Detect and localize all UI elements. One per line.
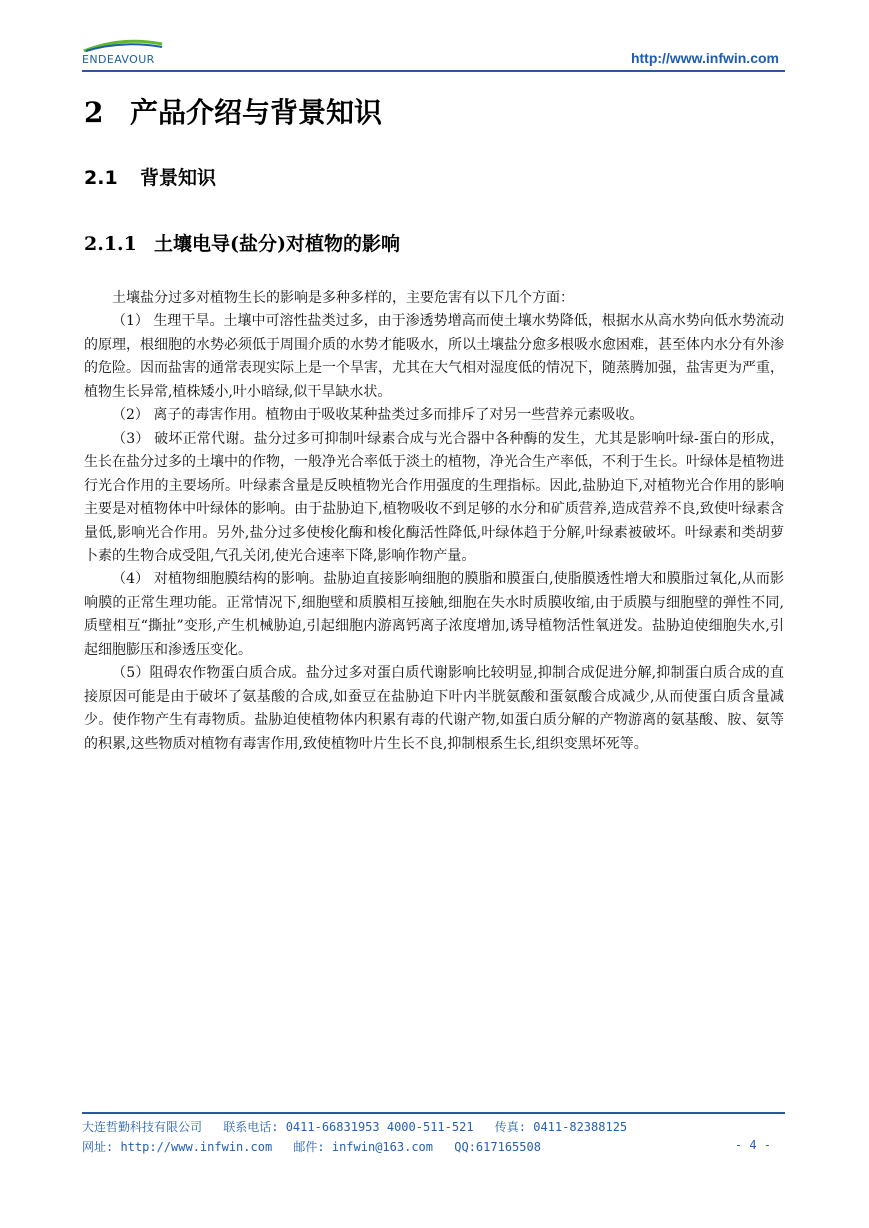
footer-divider [82, 1112, 785, 1114]
subsection-heading [84, 229, 400, 256]
section-number: 2.1 [84, 167, 118, 189]
subsection-number: 2.1.1 [84, 233, 137, 255]
footer-qq: QQ:617165508 [454, 1140, 541, 1154]
paragraph-item-2: （2） 离子的毒害作用。植物由于吸收某种盐类过多而排斥了对另一些营养元素吸收。 [112, 407, 644, 424]
section-title: 背景知识 [140, 167, 217, 189]
footer-fax: 传真: 0411-82388125 [494, 1120, 628, 1134]
logo-arc-icon [82, 38, 164, 52]
chapter-title: 产品介绍与背景知识 [130, 96, 383, 129]
paragraph-item-4: （4） 对植物细胞膜结构的影响。盐胁迫直接影响细胞的膜脂和膜蛋白,使脂膜透性增大和膜脂过氧化,从而影响膜的正常生理功能。正常情况下,细胞壁和质膜相互接触,细胞在失水时质膜收缩,由于质膜与细胞壁的弹性不同,质壁相互“撕扯”变形,产生机械胁迫,引起细胞内游离钙离子浓度增加,诱导植物活性氧迸发。盐胁迫使细胞失水,引起细胞膨压和渗透压变化。 [84, 571, 784, 658]
page-number: - 4 - [734, 1138, 771, 1152]
footer-contact-line [82, 1118, 785, 1135]
endeavour-logo [82, 38, 164, 68]
section-heading [84, 163, 216, 190]
subsection-title: 土壤电导(盐分)对植物的影响 [154, 233, 400, 255]
header-divider [82, 70, 785, 72]
chapter-heading [84, 91, 382, 131]
footer-email: 邮件: infwin@163.com [293, 1140, 434, 1154]
paragraph-item-3: （3） 破坏正常代谢。盐分过多可抑制叶绿素合成与光合器中各种酶的发生，尤其是影响叶绿-蛋白的形成，生长在盐分过多的土壤中的作物，一般净光合率低于淡土的植物，净光合生产率低，不利于生长。叶绿体是植物进行光合作用的主要场所。叶绿素含量是反映植物光合作用强度的生理指标。因此,盐胁迫下,对植物光合作用的影响主要是对植物体中叶绿体的影响。由于盐胁迫下,植物吸收不到足够的水分和矿质营养,造成营养不良,致使叶绿素含量低,影响光合作用。另外,盐分过多使梭化酶和梭化酶活性降低,叶绿体趋于分解,叶绿素被破坏。叶绿素和类胡萝卜素的生物合成受阻,气孔关闭,使光合速率下降,影响作物产量。 [84, 430, 784, 564]
footer-website: 网址: http://www.infwin.com [82, 1140, 273, 1154]
paragraph-intro: 土壤盐分过多对植物生长的影响是多种多样的，主要危害有以下几个方面： [112, 290, 574, 306]
body-text [84, 287, 784, 756]
chapter-number: 2 [84, 96, 104, 129]
footer-phone: 联系电话: 0411-66831953 4000-511-521 [223, 1120, 474, 1134]
logo-text: ENDEAVOUR [82, 53, 155, 66]
paragraph-item-1: （1） 生理干旱。土壤中可溶性盐类过多，由于渗透势增高而使土壤水势降低，根据水从高水势向低水势流动的原理，根细胞的水势必须低于周围介质的水势才能吸水，所以土壤盐分愈多根吸水愈困难，甚至体内水分有外渗的危险。因而盐害的通常表现实际上是一个旱害，尤其在大气相对湿度低的情况下，随蒸腾加强，盐害更为严重，植物生长异常,植株矮小,叶小暗绿,似干旱缺水状。 [84, 313, 784, 400]
header-website-link[interactable]: http://www.infwin.com [630, 50, 779, 66]
footer-company: 大连哲勤科技有限公司 [82, 1120, 203, 1134]
footer-web-line [82, 1138, 785, 1155]
paragraph-item-5: （5）阻碍农作物蛋白质合成。盐分过多对蛋白质代谢影响比较明显,抑制合成促进分解,抑制蛋白质合成的直接原因可能是由于破坏了氨基酸的合成,如蚕豆在盐胁迫下叶内半胱氨酸和蛋氨酸合成减少,从而使蛋白质含量减少。使作物产生有毒物质。盐胁迫使植物体内积累有毒的代谢产物,如蛋白质分解的产物游离的氨基酸、胺、氨等的积累,这些物质对植物有毒害作用,致使植物叶片生长不良,抑制根系生长,组织变黑坏死等。 [84, 665, 784, 752]
